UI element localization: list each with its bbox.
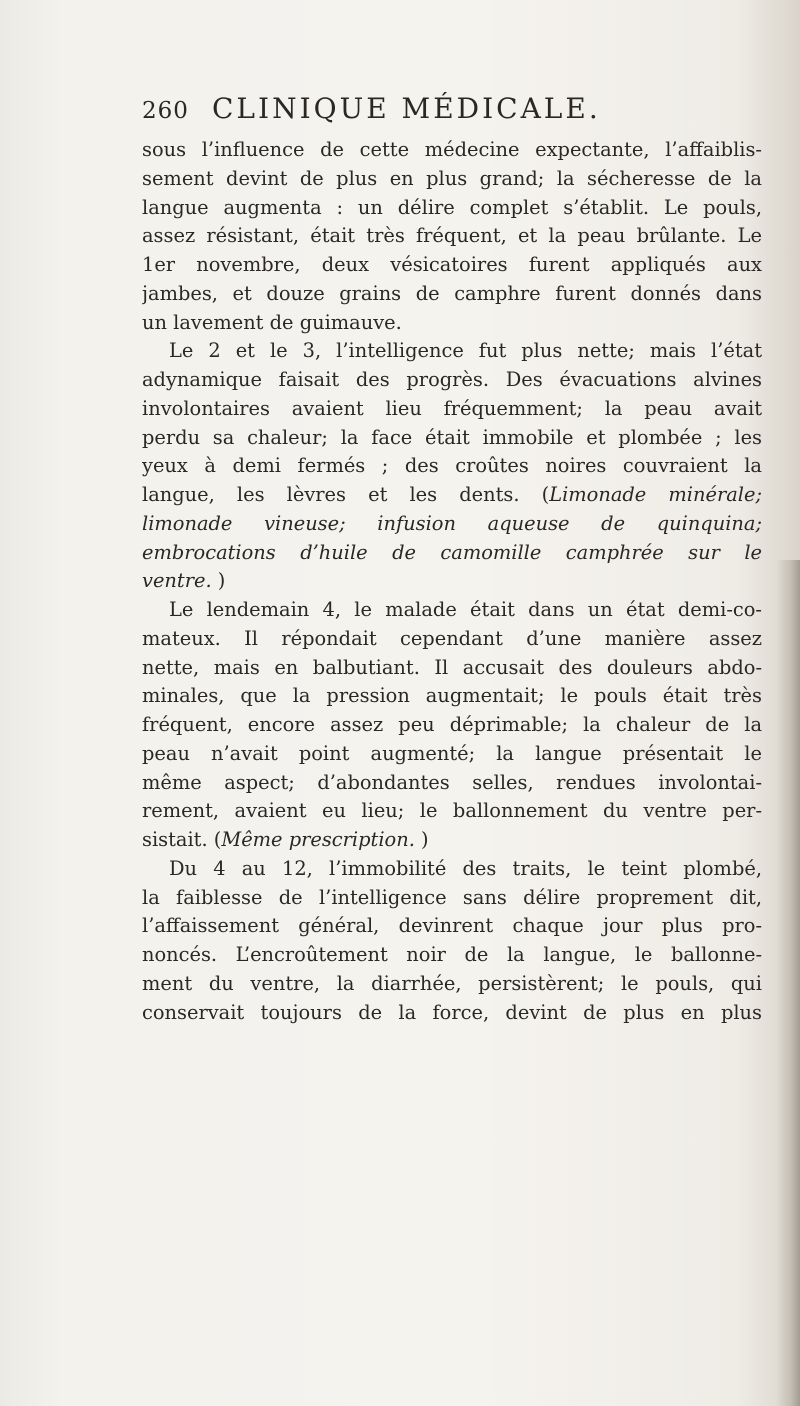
- line-text: sement devint de plus en plus grand; la sécheresse de la: [142, 166, 762, 190]
- text-line: [142, 366, 762, 395]
- page-header: [142, 92, 762, 132]
- paragraph: [142, 596, 762, 855]
- page-number: 260: [142, 98, 189, 124]
- line-italic-text: ventre.: [142, 569, 212, 593]
- line-italic-text: embrocations d’huile de camomille camphrée sur le: [142, 540, 762, 564]
- text-line: [142, 481, 762, 510]
- line-text: l’affaissement général, devinrent chaque jour plus pro-: [142, 914, 762, 938]
- line-text: langue, les lèvres et les dents. (: [142, 483, 550, 506]
- line-text: la faiblesse de l’intelligence sans délire proprement dit,: [142, 885, 762, 909]
- text-line: [142, 251, 762, 280]
- line-text: sous l’influence de cette médecine expectante, l’affaiblis-: [142, 138, 762, 161]
- text-line: [142, 740, 762, 769]
- text-line: [142, 999, 762, 1028]
- text-line: [142, 711, 762, 740]
- text-line: [142, 337, 762, 366]
- line-text: involontaires avaient lieu fréquemment; la peau avait: [142, 396, 762, 420]
- line-italic-text: limonade vineuse; infusion aqueuse de quinquina;: [142, 511, 762, 535]
- text-line: [142, 510, 762, 539]
- text-line: [142, 424, 762, 453]
- text-line: [142, 855, 762, 884]
- text-line: [142, 165, 762, 194]
- line-text: perdu sa chaleur; la face était immobile et plombée ; les: [142, 425, 762, 449]
- text-line: [142, 654, 762, 683]
- text-line: [142, 222, 762, 251]
- text-line: [142, 452, 762, 481]
- line-italic-text: Même prescription.: [221, 828, 415, 851]
- text-line: [142, 884, 762, 913]
- line-text: yeux à demi fermés ; des croûtes noires couvraient la: [142, 454, 762, 478]
- line-text: ment du ventre, la diarrhée, persistèrent; le pouls, qui: [142, 971, 762, 995]
- running-title: CLINIQUE MÉDICALE.: [212, 92, 601, 125]
- text-line: [142, 826, 762, 855]
- line-text: même aspect; d’abondantes selles, rendues involontai-: [142, 770, 762, 794]
- text-line: [142, 769, 762, 798]
- line-text: jambes, et douze grains de camphre furent donnés dans: [142, 281, 762, 305]
- line-tail-text: ): [414, 828, 429, 851]
- line-text: un lavement de guimauve.: [142, 310, 402, 334]
- line-text: Du 4 au 12, l’immobilité des traits, le teint plombé,: [169, 856, 762, 880]
- text-line: [142, 625, 762, 654]
- line-text: Le 2 et le 3, l’intelligence fut plus nette; mais l’état: [169, 339, 762, 363]
- text-line: [142, 567, 762, 596]
- line-text: sistait. (: [142, 828, 222, 851]
- page-edge-shadow: [776, 560, 800, 1406]
- line-text: minales, que la pression augmentait; le pouls était très: [142, 684, 762, 708]
- text-line: [142, 280, 762, 309]
- text-line: [142, 136, 762, 165]
- paragraph: [142, 855, 762, 1028]
- text-line: [142, 596, 762, 625]
- line-text: nette, mais en balbutiant. Il accusait des douleurs abdo-: [142, 655, 762, 679]
- line-text: adynamique faisait des progrès. Des évacuations alvines: [142, 368, 762, 391]
- body-text: [142, 136, 762, 1027]
- text-line: [142, 970, 762, 999]
- line-text: conservait toujours de la force, devint de plus en plus: [142, 1000, 762, 1024]
- text-line: [142, 682, 762, 711]
- line-text: rement, avaient eu lieu; le ballonnement du ventre per-: [142, 799, 762, 823]
- paragraph: [142, 337, 762, 596]
- line-italic-text: Limonade minérale;: [549, 483, 762, 506]
- line-text: assez résistant, était très fréquent, et la peau brûlante. Le: [142, 224, 762, 248]
- line-text: fréquent, encore assez peu déprimable; la chaleur de la: [142, 713, 762, 736]
- line-text: langue augmenta : un délire complet s’établit. Le pouls,: [142, 195, 762, 219]
- line-text: Le lendemain 4, le malade était dans un état demi-co-: [169, 598, 762, 621]
- text-line: [142, 912, 762, 941]
- line-text: mateux. Il répondait cependant d’une manière assez: [142, 626, 762, 650]
- text-line: [142, 194, 762, 223]
- line-text: noncés. L’encroûtement noir de la langue, le ballonne-: [142, 943, 762, 966]
- text-line: [142, 309, 762, 338]
- line-text: peau n’avait point augmenté; la langue présentait le: [142, 741, 762, 765]
- line-text: 1er novembre, deux vésicatoires furent appliqués aux: [142, 253, 762, 276]
- text-line: [142, 395, 762, 424]
- text-line: [142, 539, 762, 568]
- text-line: [142, 941, 762, 970]
- paragraph: [142, 136, 762, 337]
- line-tail-text: ): [211, 569, 226, 593]
- text-line: [142, 797, 762, 826]
